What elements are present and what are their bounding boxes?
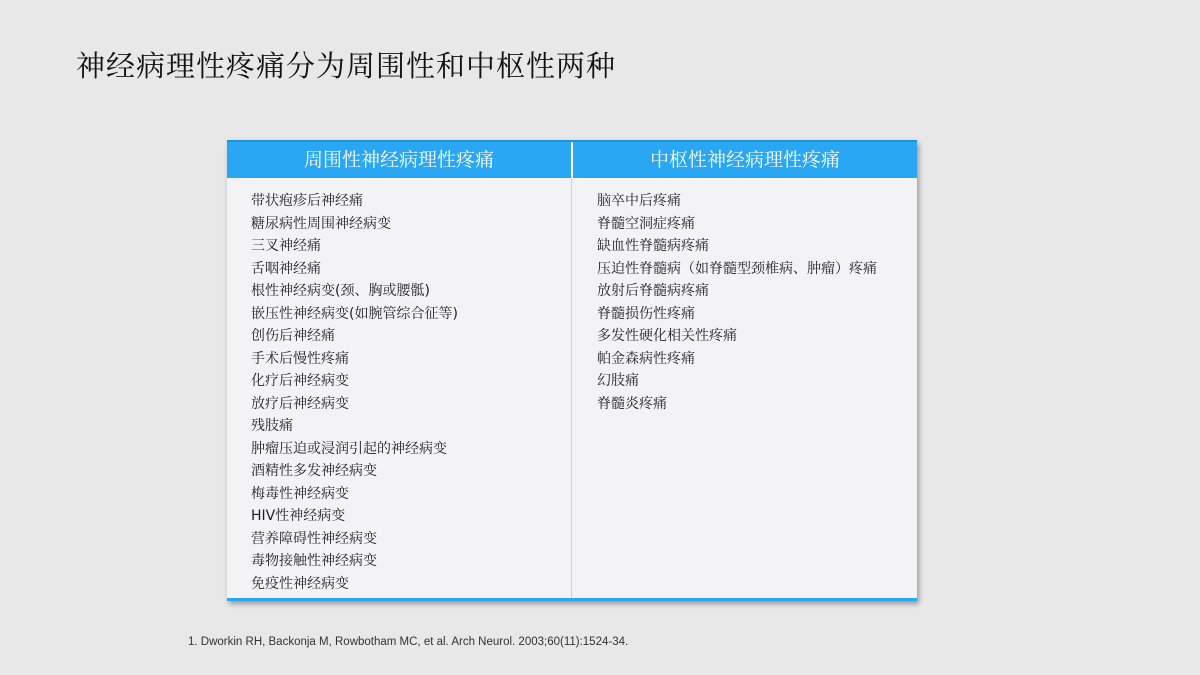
central-list-item: 缺血性脊髓病疼痛 — [597, 238, 709, 254]
peripheral-list-item: 创伤后神经痛 — [251, 328, 335, 344]
peripheral-list-item: 糖尿病性周围神经病变 — [251, 215, 391, 232]
table-header — [227, 140, 917, 178]
peripheral-list-item: 放疗后神经病变 — [251, 395, 349, 412]
central-list-item: 放射后脊髓病疼痛 — [597, 283, 709, 299]
peripheral-list-item: 梅毒性神经病变 — [251, 485, 349, 502]
peripheral-list-item: 根性神经病变(颈、胸或腰骶) — [251, 283, 430, 299]
slide-title: 神经病理性疼痛分为周围性和中枢性两种 — [76, 49, 617, 83]
peripheral-list-item: 带状疱疹后神经痛 — [251, 193, 363, 209]
central-list-item: 脊髓空洞症疼痛 — [597, 215, 695, 232]
table-body — [227, 178, 917, 598]
peripheral-list-item: 营养障碍性神经病变 — [251, 530, 377, 547]
central-list-item: 多发性硬化相关性疼痛 — [597, 328, 737, 344]
central-list-item: 脑卒中后疼痛 — [597, 193, 681, 209]
header-central: 中枢性神经病理性疼痛 — [571, 142, 917, 178]
peripheral-column — [227, 178, 571, 598]
peripheral-list-item: 三叉神经痛 — [251, 238, 321, 254]
peripheral-list-item: 手术后慢性疼痛 — [251, 350, 349, 367]
central-list-item: 幻肢痛 — [597, 373, 639, 389]
peripheral-list-item: 残肢痛 — [251, 418, 293, 434]
header-peripheral: 周围性神经病理性疼痛 — [303, 149, 494, 171]
reference-citation: 1. Dworkin RH, Backonja M, Rowbotham MC, et al. Arch Neurol. 2003;60(11):1524-34. — [188, 636, 629, 648]
central-list-item: 脊髓损伤性疼痛 — [597, 305, 695, 322]
central-list-item: 压迫性脊髓病（如脊髓型颈椎病、肿瘤）疼痛 — [597, 260, 877, 277]
pain-classification-table — [227, 140, 917, 601]
peripheral-list-item: 酒精性多发神经病变 — [251, 463, 377, 479]
peripheral-list-item: 舌咽神经痛 — [251, 260, 321, 277]
peripheral-list-item: HIV性神经病变 — [251, 508, 346, 524]
peripheral-list-item: 毒物接触性神经病变 — [251, 553, 377, 569]
peripheral-list-item: 嵌压性神经病变(如腕管综合征等) — [251, 305, 458, 322]
central-list-item: 脊髓炎疼痛 — [597, 395, 667, 412]
peripheral-list-item: 免疫性神经病变 — [251, 575, 349, 592]
central-column — [571, 178, 917, 598]
peripheral-list-item: 化疗后神经病变 — [251, 373, 349, 389]
peripheral-list-item: 肿瘤压迫或浸润引起的神经病变 — [251, 440, 447, 457]
central-list-item: 帕金森病性疼痛 — [597, 350, 695, 367]
